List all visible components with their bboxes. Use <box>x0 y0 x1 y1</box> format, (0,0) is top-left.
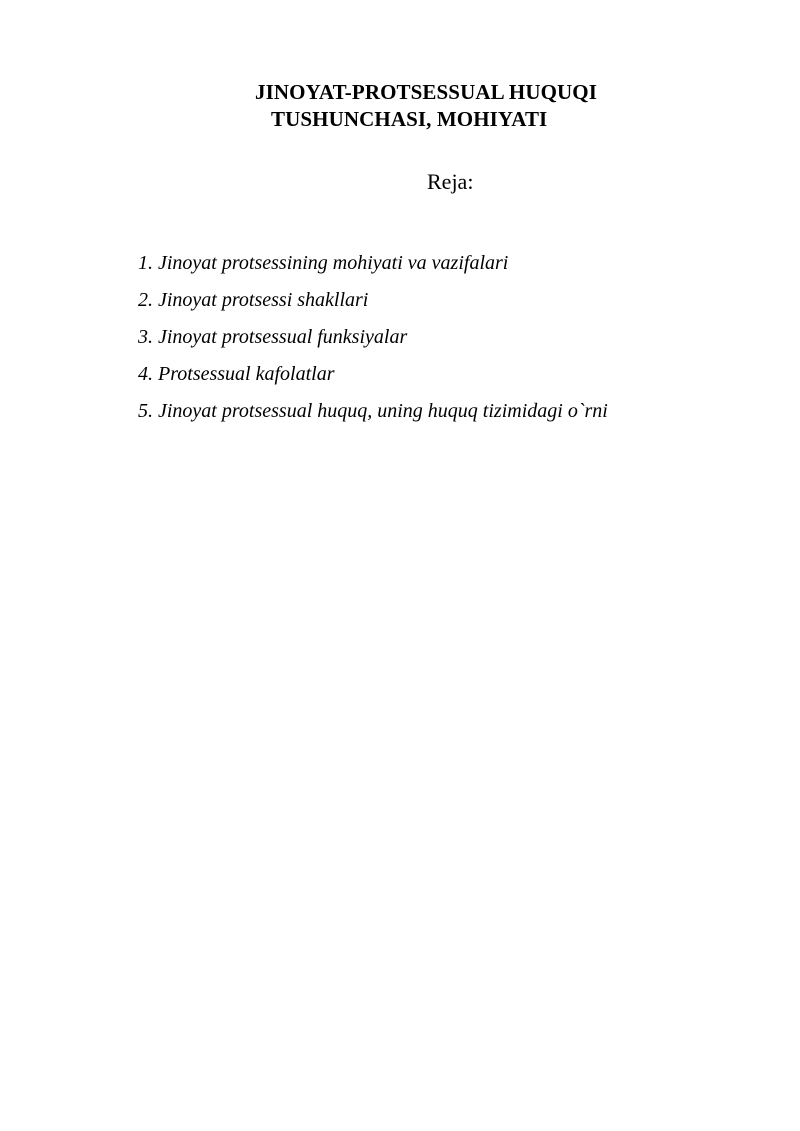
plan-item-2: 2. Jinoyat protsessi shakllari <box>138 289 369 311</box>
plan-heading: Reja: <box>427 169 474 194</box>
plan-item-5: 5. Jinoyat protsessual huquq, uning huquq tizimidagi o`rni <box>138 400 608 422</box>
document-title-line-1: JINOYAT-PROTSESSUAL HUQUQI <box>255 80 598 104</box>
document-title-line-2: TUSHUNCHASI, MOHIYATI <box>271 107 548 131</box>
plan-list <box>138 250 608 435</box>
plan-item-3: 3. Jinoyat protsessual funksiyalar <box>138 326 408 348</box>
plan-item-1: 1. Jinoyat protsessining mohiyati va vazifalari <box>138 252 509 274</box>
plan-item-4: 4. Protsessual kafolatlar <box>138 363 335 385</box>
